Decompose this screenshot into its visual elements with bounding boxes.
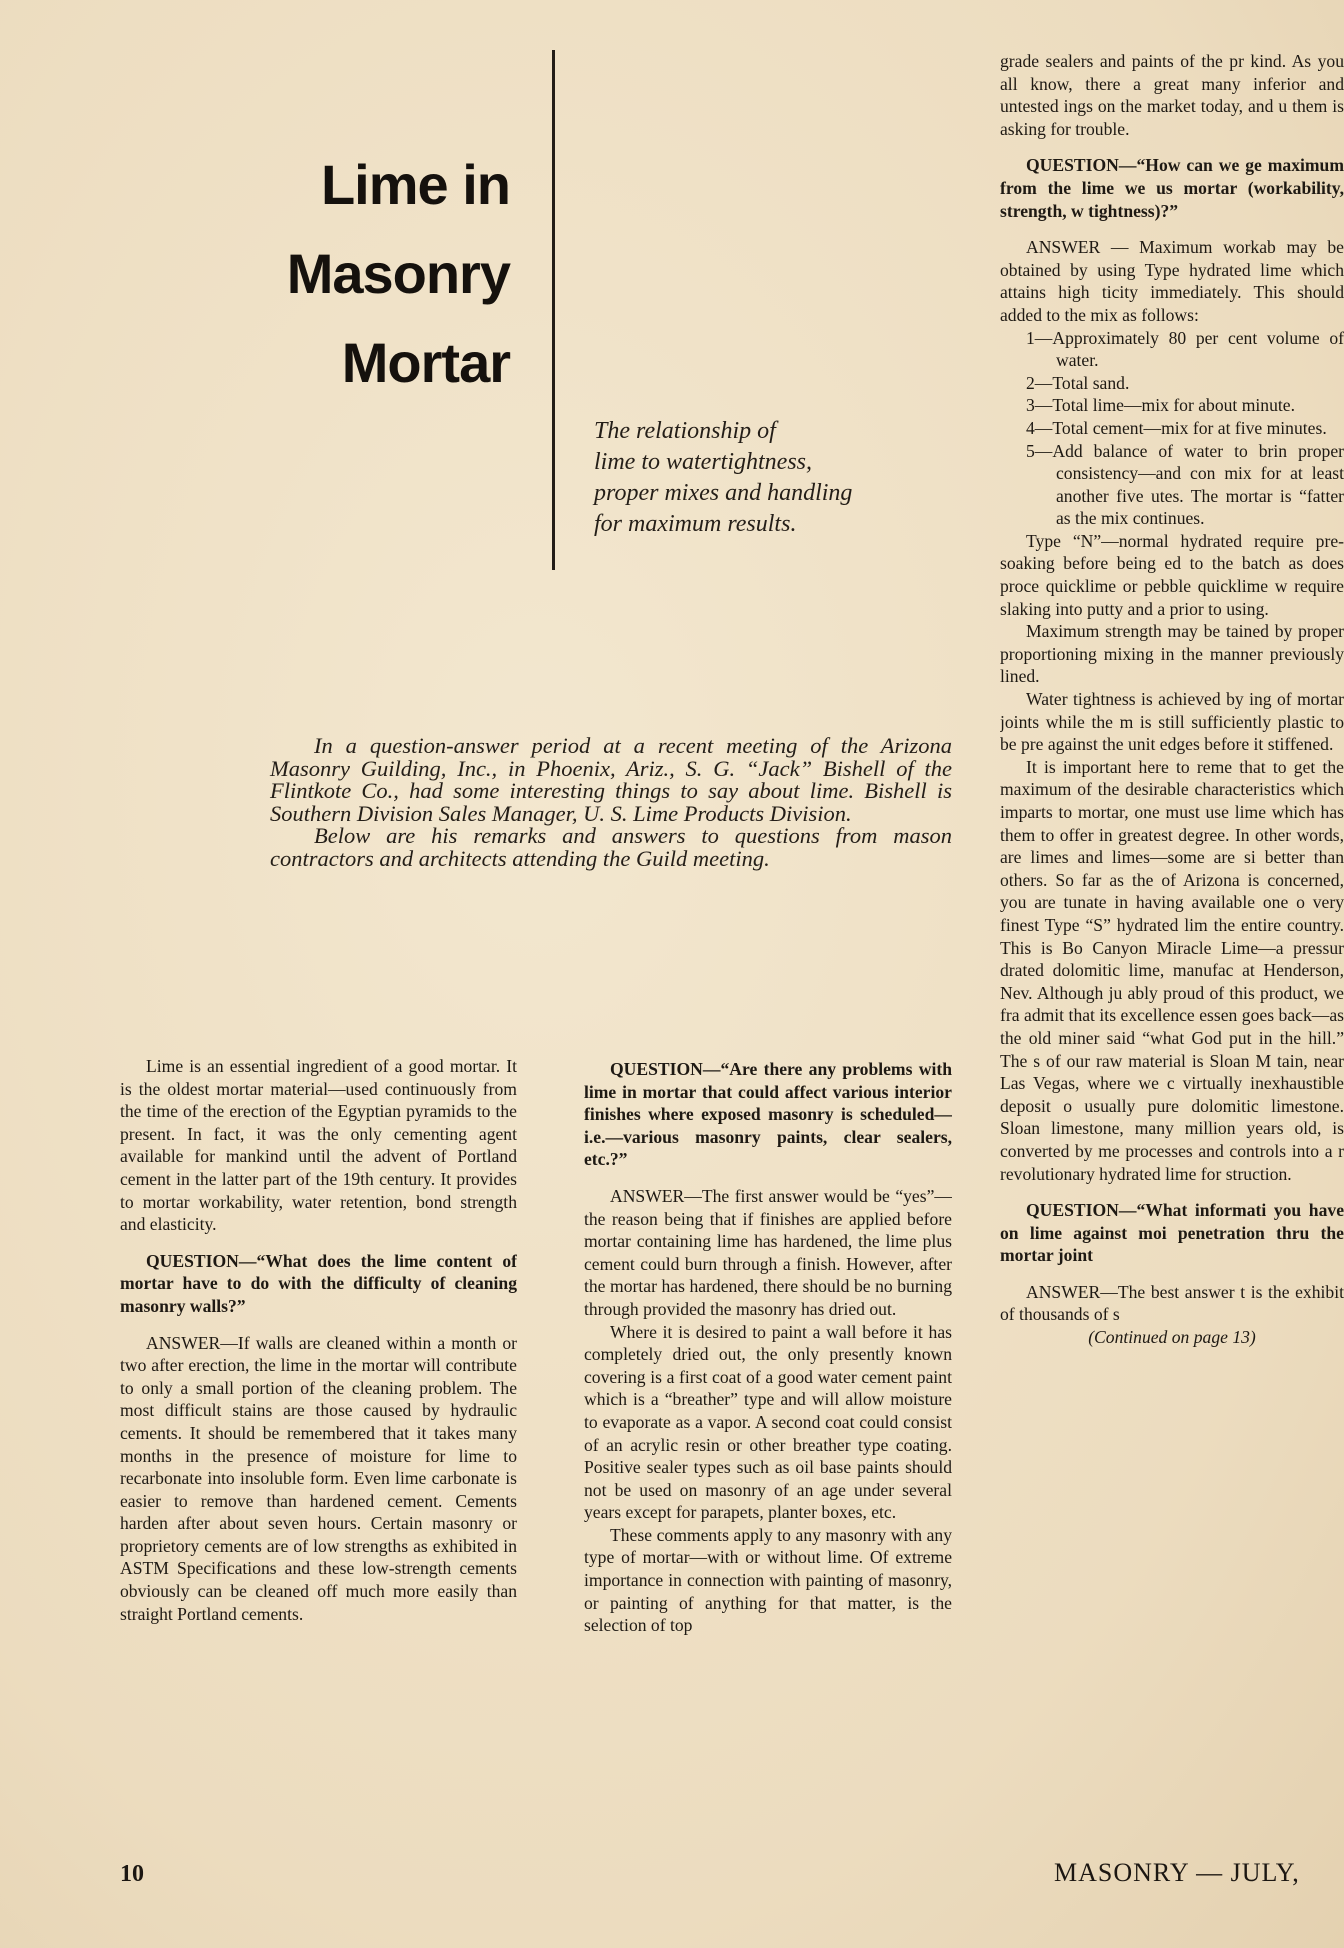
page-number: 10: [120, 1861, 144, 1887]
article-subtitle: [594, 416, 954, 540]
body-paragraph: Where it is desired to paint a wall before it has completely dried out, the only presently known covering is a first coat of a good water cement paint which is a “breather” type and will allow moisture to evaporate as a vapor. A second coat could consist of an acrylic resin or other breather type coating. Positive sealer types such as oil base paints should not be used on masonry of an age under several years except for parapets, planter boxes, etc.: [584, 1321, 952, 1523]
list-item: 5—Add balance of water to brin proper consistency—and con mix for at least another five utes. The mortar is “fatter as the mix continues.: [1026, 440, 1344, 529]
article-title: [180, 140, 510, 407]
title-line: Masonry: [286, 242, 510, 305]
list-item: 4—Total cement—mix for at five minutes.: [1026, 417, 1327, 438]
subtitle-line: The relationship of: [594, 418, 776, 444]
subtitle-line: for maximum results.: [594, 511, 797, 537]
body-paragraph: Maximum strength may be tained by proper proportioning mixing in the manner previously lined.: [1000, 621, 1344, 687]
question-paragraph: QUESTION—“Are there any problems with lime in mortar that could affect various interior finishes where exposed masonry is scheduled—i.e.—various masonry paints, clear sealers, etc.?”: [584, 1059, 952, 1170]
vertical-rule: [552, 50, 555, 570]
running-footer: MASONRY — JULY,: [1054, 1858, 1300, 1887]
answer-paragraph: ANSWER—The best answer t is the exhibit of thousands of s: [1000, 1281, 1344, 1325]
question-paragraph: QUESTION—“How can we ge maximum from the lime we us mortar (workability, strength, w tightness)?”: [1000, 155, 1344, 221]
intro-block: [270, 735, 952, 871]
column-2: [584, 1058, 952, 1637]
column-3: [1000, 50, 1344, 1349]
title-line: Lime in: [320, 153, 510, 216]
intro-paragraph: Below are his remarks and answers to questions from mason contractors and architects attending the Guild meeting.: [270, 823, 952, 871]
body-paragraph: Water tightness is achieved by ing of mortar joints while the m is still sufficiently plastic to be pre against the unit edges before it stiffened.: [1000, 689, 1344, 755]
question-paragraph: QUESTION—“What informati you have on lime against moi penetration thru the mortar joint: [1000, 1200, 1344, 1266]
subtitle-line: lime to watertightness,: [594, 449, 812, 475]
question-paragraph: QUESTION—“What does the lime content of mortar have to do with the difficulty of cleaning masonry walls?”: [120, 1250, 517, 1316]
body-paragraph: These comments apply to any masonry with any type of mortar—with or without lime. Of extreme importance in connection with painting of masonry, or painting of anything for that matter, is the selection of top: [584, 1524, 952, 1636]
title-line: Mortar: [341, 331, 510, 394]
list-item: 3—Total lime—mix for about minute.: [1026, 395, 1295, 416]
intro-paragraph: In a question-answer period at a recent meeting of the Arizona Masonry Guilding, Inc., in Phoenix, Ariz., S. G. “Jack” Bishell of the Flintkote Co., had some interesting things to say about lime. Bishell is Southern Division Sales Manager, U. S. Lime Products Division.: [270, 733, 952, 826]
body-paragraph: Lime is an essential ingredient of a good mortar. It is the oldest mortar material—used continuously from the time of the erection of the Egyptian pyramids to the present. In fact, it was the only cementing agent available for mankind until the advent of Portland cement in the latter part of the 19th century. It provides to mortar workability, water retention, bond strength and elasticity.: [120, 1056, 517, 1235]
answer-paragraph: ANSWER—The first answer would be “yes”—the reason being that if finishes are applied before mortar containing lime has hardened, the lime plus cement could burn through a finish. However, after the mortar has hardened, there should be no burning through provided the masonry has dried out.: [584, 1185, 952, 1319]
answer-paragraph: ANSWER—If walls are cleaned within a month or two after erection, the lime in the mortar will contribute to only a small portion of the cleaning problem. The most difficult stains are those caused by hydraulic cements. It should be remembered that it takes many months in the presence of moisture for lime to recarbonate into insoluble form. Even lime carbonate is easier to remove than hardened cement. Cements harden after about seven hours. Certain masonry or proprietory cements are of low strengths as exhibited in ASTM Specifications and these low-strength cements obviously can be cleaned off much more easily than straight Portland cements.: [120, 1332, 517, 1624]
column-1: [120, 1055, 517, 1625]
continued-note: (Continued on page 13): [1088, 1327, 1256, 1348]
body-paragraph: It is important here to reme that to get the maximum of the desirable characteristics which imparts to mortar, one must use lime which has them to offer in greatest degree. In other words, are limes and limes—some are si better than others. So far as the of Arizona is concerned, you are tunate in having available one o very finest Type “S” hydrated lim the entire country. This is Bo Canyon Miracle Lime—a pressur drated dolomitic lime, manufac at Henderson, Nev. Although ju ably proud of this product, we fra admit that its excellence essen goes back—as the old miner said “what God put in the hill.” The s of our raw material is Sloan M tain, near Las Vegas, where we c virtually inexhaustible deposit o usually pure dolomitic limestone. Sloan limestone, many million years old, is converted by me processes and controls into a r revolutionary hydrated lime for struction.: [1000, 756, 1344, 1184]
body-paragraph: grade sealers and paints of the pr kind. As you all know, there a great many inferior and untested ings on the market today, and u them is asking for trouble.: [1000, 51, 1344, 139]
list-item: 2—Total sand.: [1026, 372, 1130, 393]
subtitle-line: proper mixes and handling: [594, 480, 853, 506]
list-item: 1—Approximately 80 per cent volume of water.: [1026, 327, 1344, 371]
answer-paragraph: ANSWER — Maximum workab may be obtained by using Type hydrated lime which attains high ticity immediately. This should added to the mix as follows:: [1000, 237, 1344, 325]
body-paragraph: Type “N”—normal hydrated require pre-soaking before being ed to the batch as does proce quicklime or pebble quicklime w require slaking into putty and a prior to using.: [1000, 530, 1344, 619]
